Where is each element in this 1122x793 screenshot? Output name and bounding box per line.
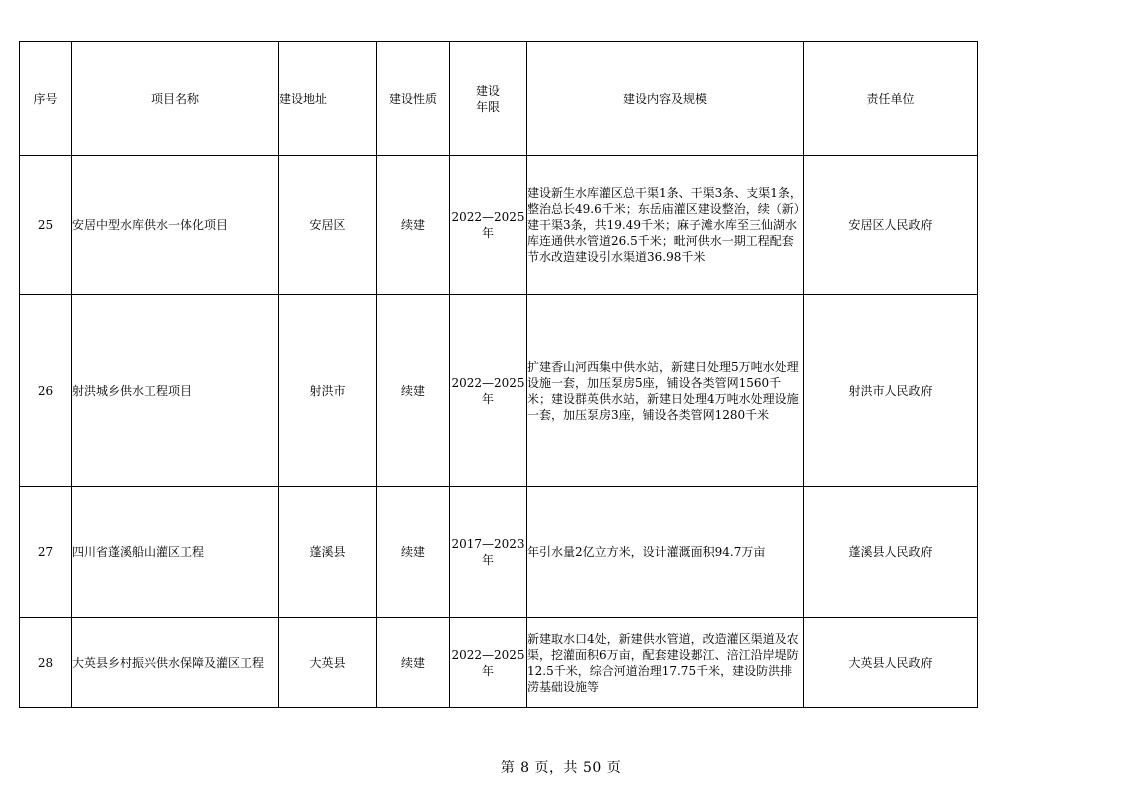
header-address: 建设地址 [279,42,377,156]
row-address: 蓬溪县 [279,487,377,618]
row-unit: 安居区人民政府 [804,156,978,295]
table-row [20,618,978,708]
row-content: 年引水量2亿立方米，设计灌溉面积94.7万亩 [527,487,804,618]
row-name: 射洪城乡供水工程项目 [72,295,279,487]
row-unit: 大英县人民政府 [804,618,978,708]
row-period: 2022—2025年 [450,156,527,295]
header-unit: 责任单位 [804,42,978,156]
row-address: 安居区 [279,156,377,295]
row-nature: 续建 [377,618,450,708]
header-content: 建设内容及规模 [527,42,804,156]
table-row [20,156,978,295]
row-period: 2017—2023年 [450,487,527,618]
row-unit: 射洪市人民政府 [804,295,978,487]
row-seq: 28 [20,618,72,708]
header-nature: 建设性质 [377,42,450,156]
row-unit: 蓬溪县人民政府 [804,487,978,618]
row-nature: 续建 [377,156,450,295]
page-number: 第 8 页，共 50 页 [500,760,622,776]
row-address: 大英县 [279,618,377,708]
project-table [19,41,978,708]
table-header-row [20,42,978,156]
table-row [20,487,978,618]
row-period: 2022—2025年 [450,618,527,708]
table-row [20,295,978,487]
row-seq: 26 [20,295,72,487]
row-seq: 27 [20,487,72,618]
row-seq: 25 [20,156,72,295]
row-content: 新建取水口4处，新建供水管道，改造灌区渠道及农渠，挖灌面积6万亩，配套建设郪江、涪江沿岸堤防12.5千米，综合河道治理17.75千米，建设防洪排涝基础设施等 [527,618,804,708]
row-address: 射洪市 [279,295,377,487]
row-content: 建设新生水库灌区总干渠1条、干渠3条、支渠1条，整治总长49.6千米；东岳庙灌区建设整治，续（新）建干渠3条，共19.49千米；麻子滩水库至三仙湖水库连通供水管道26.5千米；毗河供水一期工程配套节水改造建设引水渠道36.98千米 [527,156,804,295]
header-period [450,42,527,156]
header-name: 项目名称 [72,42,279,156]
row-nature: 续建 [377,487,450,618]
row-name: 四川省蓬溪船山灌区工程 [72,487,279,618]
row-nature: 续建 [377,295,450,487]
row-content: 扩建香山河西集中供水站，新建日处理5万吨水处理设施一套，加压泵房5座，铺设各类管网1560千米；建设群英供水站，新建日处理4万吨水处理设施一套，加压泵房3座，铺设各类管网1280千米 [527,295,804,487]
row-period: 2022—2025年 [450,295,527,487]
header-period-line1: 建设 [475,83,500,98]
row-name: 安居中型水库供水一体化项目 [72,156,279,295]
row-name: 大英县乡村振兴供水保障及灌区工程 [72,618,279,708]
header-seq: 序号 [20,42,72,156]
header-period-line2: 年限 [475,99,500,114]
